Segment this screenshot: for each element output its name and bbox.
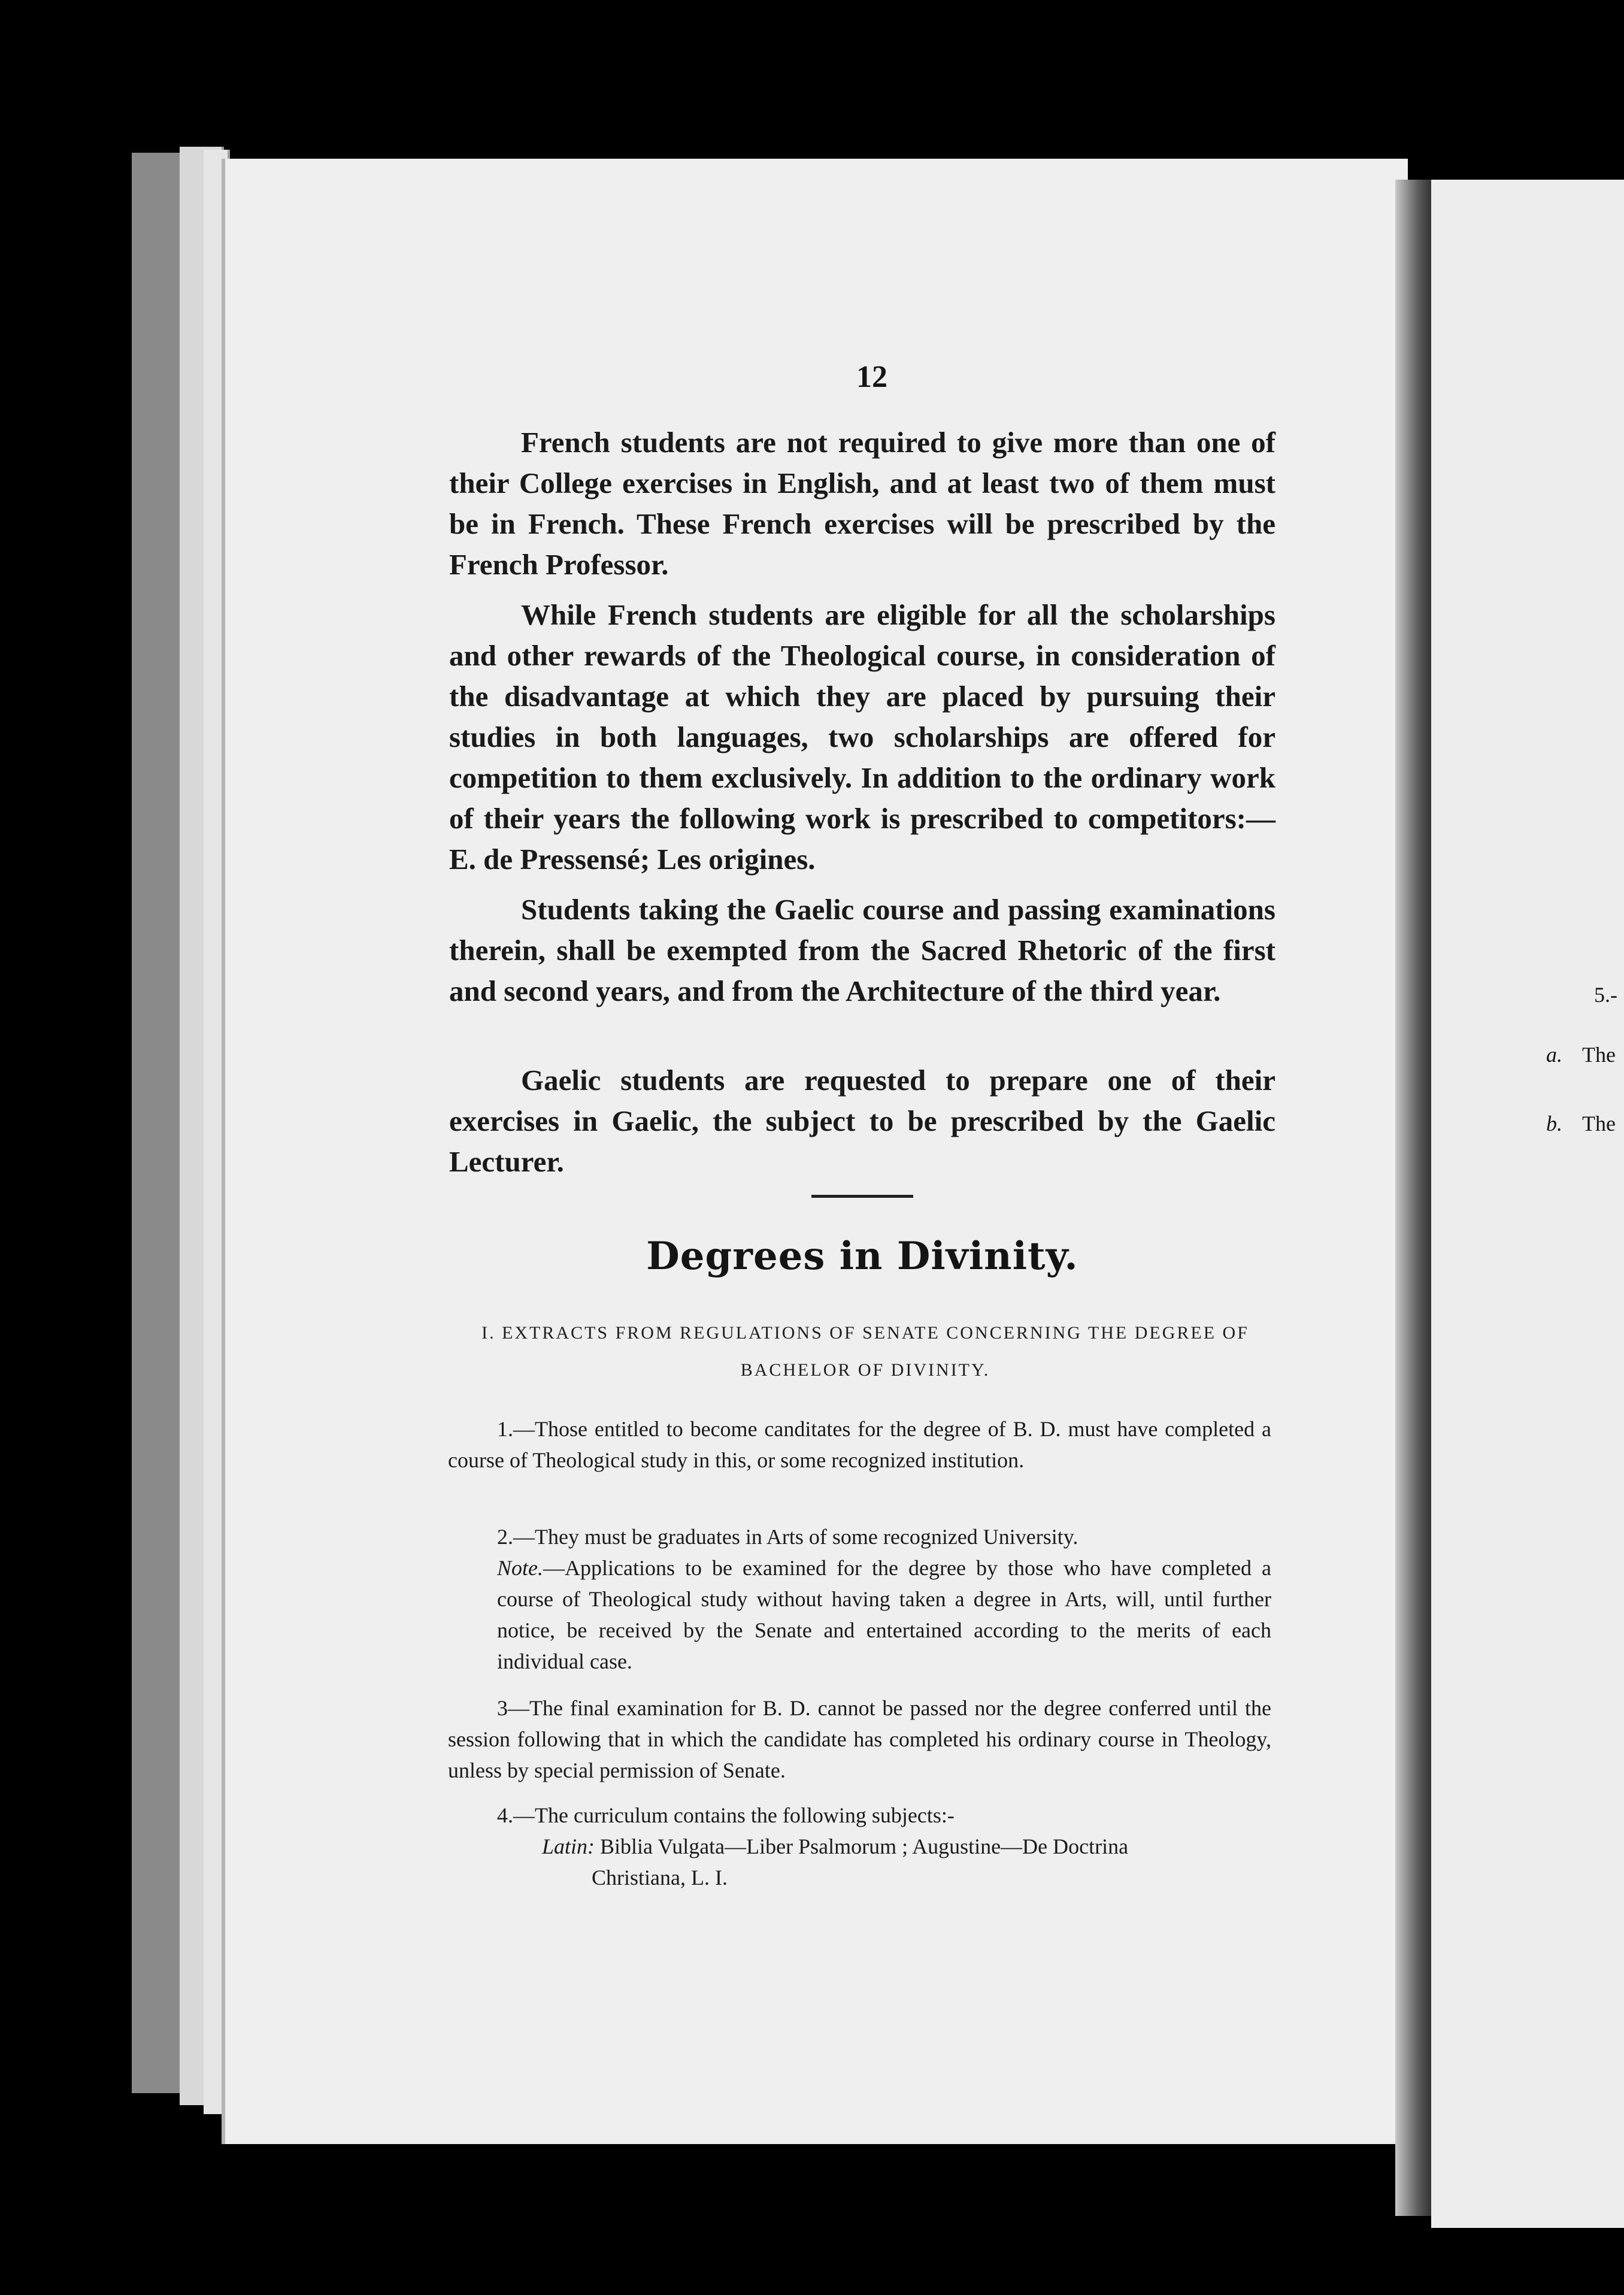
regulation-text: 4.—The curriculum contains the following subjects:- xyxy=(497,1803,955,1827)
regulation-text: 1.—Those entitled to become canditates for the degree of B. D. must have completed a course of Theological study in this, or some recognized institution. xyxy=(448,1417,1271,1472)
book-gutter xyxy=(1395,180,1434,2216)
regulation-text: 2.—They must be graduates in Arts of some recognized University. xyxy=(497,1525,1078,1549)
regulation-text: 3—The final examination for B. D. cannot be passed nor the degree conferred until the session following that in which the candidate has completed his ordinary course in Theology, unless by special permission of Senate. xyxy=(448,1696,1271,1782)
curriculum-latin-continued xyxy=(592,1862,1268,1893)
note-paragraph xyxy=(497,1552,1271,1677)
regulation-4 xyxy=(448,1800,1271,1831)
note-text: —Applications to be examined for the degree by those who have completed a course of Theological study without having taken a degree in Arts, will, until further notice, be received by the Senate and entertained according to the merits of each individual case. xyxy=(497,1556,1271,1673)
facing-page xyxy=(1431,180,1624,2228)
page-number: 12 xyxy=(856,360,887,394)
facing-page-number: 5.- xyxy=(1594,983,1617,1007)
facing-page-b-text: The xyxy=(1582,1112,1616,1136)
latin-text: Biblia Vulgata—Liber Psalmorum ; Augustine—De Doctrina xyxy=(600,1834,1129,1858)
paragraph-french-exercises xyxy=(449,422,1275,585)
paragraph-text: French students are not required to give more than one of their College exercises in English, and at least two of them must be in French. These French exercises will be prescribed by the French Professor. xyxy=(449,426,1275,581)
latin-line xyxy=(542,1831,1271,1862)
paragraph-gaelic-course xyxy=(449,889,1275,1012)
regulation-3 xyxy=(448,1693,1271,1786)
section-heading: Degrees in Divinity. xyxy=(646,1234,1078,1279)
paragraph-gaelic-exercises xyxy=(449,1060,1275,1182)
regulation-note xyxy=(497,1552,1271,1677)
section-subheading: I. EXTRACTS FROM REGULATIONS OF SENATE CONCERNING THE DEGREE OF BACHELOR OF DIVINITY. xyxy=(481,1323,1249,1380)
facing-page-b-label: b. xyxy=(1546,1112,1562,1136)
curriculum-latin xyxy=(542,1831,1271,1862)
regulation-1 xyxy=(448,1413,1271,1476)
note-label: Note. xyxy=(497,1556,543,1580)
paragraph-french-scholarships xyxy=(449,595,1275,880)
paragraph-text: Gaelic students are requested to prepare one of their exercises in Gaelic, the subject to be prescribed by the Gaelic Lecturer. xyxy=(449,1064,1275,1178)
latin-label: Latin: xyxy=(542,1834,595,1858)
facing-page-a-label: a. xyxy=(1546,1043,1562,1067)
paragraph-text: While French students are eligible for all the scholarships and other rewards of the Theological course, in consideration of the disadvantage at which they are placed by pursuing their studies in both languages, two scholarships are offered for competition to them exclusively. In addition to the ordinary work of their years the following work is prescribed to competitors:—E. de Pressensé; Les origines. xyxy=(449,598,1275,876)
facing-page-a-text: The xyxy=(1582,1043,1616,1067)
latin-continued-text: Christiana, L. I. xyxy=(592,1866,728,1890)
section-divider xyxy=(811,1195,913,1198)
regulation-2 xyxy=(448,1521,1271,1552)
paragraph-text: Students taking the Gaelic course and passing examinations therein, shall be exempted from the Sacred Rhetoric of the first and second years, and from the Architecture of the third year. xyxy=(449,893,1275,1007)
